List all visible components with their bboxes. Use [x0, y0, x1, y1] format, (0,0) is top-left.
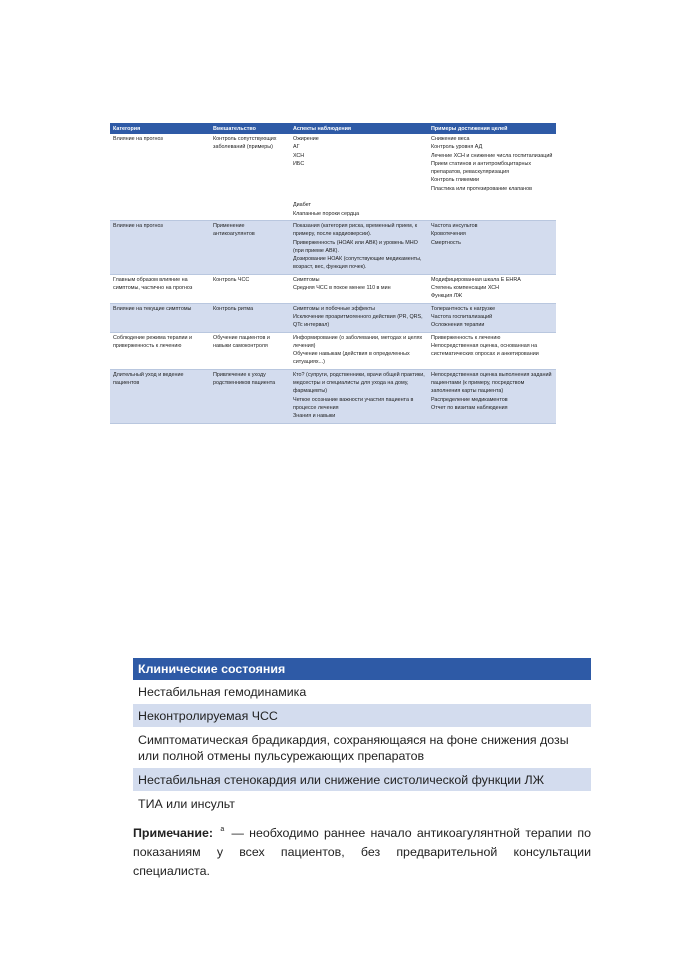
table-row: [133, 704, 591, 728]
category-cell: Длительный уход и ведение пациентов: [110, 369, 210, 423]
care-aspects-table: [110, 123, 556, 424]
column-header-intervention: Вмешательство: [210, 123, 290, 134]
column-header-category: Категория: [110, 123, 210, 134]
table-row: [110, 369, 556, 423]
goals-cell: Приверженность к лечению Непосредственная оценка, основанная на систематических опросах и анкетировании: [428, 332, 556, 369]
category-cell: Влияние на текущие симптомы: [110, 303, 210, 332]
aspects-cell: Информирование (о заболевании, методах и целях лечения) Обучение навыкам (действия в определенных ситуациях...): [290, 332, 428, 369]
table-header-row: [110, 123, 556, 134]
table-row: [110, 220, 556, 274]
table-row: [133, 728, 591, 768]
column-header-clinical-conditions: Клинические состояния: [133, 658, 591, 680]
intervention-cell: Применение антикоагулянтов: [210, 220, 290, 274]
intervention-cell: Контроль сопутствующих заболеваний (примеры): [210, 134, 290, 220]
intervention-cell: Контроль ЧСС: [210, 274, 290, 303]
category-cell: Влияние на прогноз: [110, 220, 210, 274]
note-text: — необходимо раннее начало антикоагулянтной терапии по показаниям у всех пациентов, без предварительной консультации специалиста.: [133, 826, 591, 878]
table-row: [110, 303, 556, 332]
note-label: Примечание:: [133, 826, 214, 840]
table-header-row: [133, 658, 591, 680]
table-row: [110, 134, 556, 220]
intervention-cell: Контроль ритма: [210, 303, 290, 332]
aspects-cell: Кто? (супруги, родственники, врачи общей практики, медсестры и специалисты для ухода на дому, фармацевты) Четкое осознание важности участия пациента в процессе лечения Знания и навыки: [290, 369, 428, 423]
goals-cell: Непосредственная оценка выполнения заданий пациентами (к примеру, посредством заполнения карты пациента) Распределение медикаментов Отчет по визитам наблюдения: [428, 369, 556, 423]
goals-cell: Частота инсультов Кровотечения Смертность: [428, 220, 556, 274]
clinical-condition-cell: Нестабильная гемодинамика: [133, 680, 591, 704]
aspects-cell: Ожирение АГ ХСН ИБС Диабет Клапанные пороки сердца: [290, 134, 428, 220]
goals-cell: Толерантность к нагрузке Частота госпитализаций Осложнения терапии: [428, 303, 556, 332]
intervention-cell: Привлечение к уходу родственников пациента: [210, 369, 290, 423]
category-cell: Главным образом влияние на симптомы, частично на прогноз: [110, 274, 210, 303]
table-row: [110, 274, 556, 303]
column-header-goals: Примеры достижения целей: [428, 123, 556, 134]
note-superscript: a: [220, 826, 225, 833]
intervention-cell: Обучение пациентов и навыки самоконтроля: [210, 332, 290, 369]
clinical-condition-cell: ТИА или инсульт: [133, 792, 591, 816]
table-row: [133, 768, 591, 792]
goals-cell: Снижение веса Контроль уровня АД Лечение ХСН и снижение числа госпитализаций Прием статинов и антитромбоцитарных препаратов, реваскуляризация Контроль гликемии Пластика или протезирование клапанов: [428, 134, 556, 220]
category-cell: Соблюдение режима терапии и приверженность к лечению: [110, 332, 210, 369]
column-header-aspects: Аспекты наблюдения: [290, 123, 428, 134]
table-row: [110, 332, 556, 369]
clinical-condition-cell: Нестабильная стенокардия или снижение систолической функции ЛЖ: [133, 768, 591, 792]
category-cell: Влияние на прогноз: [110, 134, 210, 220]
clinical-condition-cell: Неконтролируемая ЧСС: [133, 704, 591, 728]
aspects-cell: Симптомы Средняя ЧСС в покое менее 110 в мин: [290, 274, 428, 303]
table-note: [133, 820, 591, 881]
goals-cell: Модифицированная шкала E EHRA Степень компенсации ХСН Функция ЛЖ: [428, 274, 556, 303]
aspects-cell: Показания (категория риска, временный прием, к примеру, после кардиоверсии). Приверженность (НОАК или АВК) и уровень МНО (при приеме АВК). Дозирование НОАК (сопутствующие медикаменты, возраст, вес, функция почек).: [290, 220, 428, 274]
aspects-cell: Симптомы и побочные эффекты Исключение проаритмогенного действия (PR, QRS, QTc интервал): [290, 303, 428, 332]
table-row: [133, 680, 591, 704]
clinical-conditions-table: [133, 658, 591, 816]
clinical-condition-cell: Симптоматическая брадикардия, сохраняющаяся на фоне снижения дозы или полной отмены пульсурежающих препаратов: [133, 728, 591, 768]
table-row: [133, 792, 591, 816]
